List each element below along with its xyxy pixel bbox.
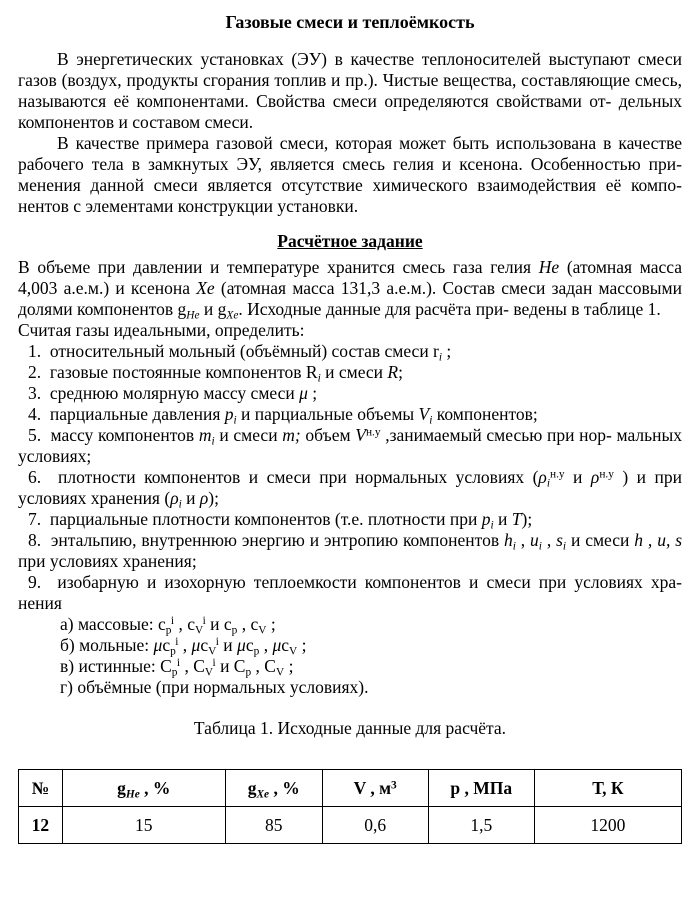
table-caption: Таблица 1. Исходные данные для расчёта. [193, 718, 507, 738]
list-item-9: 9. изобарную и изохорную теплоемкости компонентов и смеси при условиях хра- нения [18, 572, 682, 613]
table-header-temperature: Т, К [534, 770, 681, 807]
cell-volume-value: 0,6 [322, 807, 428, 844]
list-item-1: 1. относительный мольный (объёмный) состав смеси $r_i$ ; [28, 341, 452, 364]
sublist-item-v: в) истинные: $C_p^i$ , $C_V^i$ и $C_p$ , $C_V$ ; [60, 656, 294, 679]
list-item-5: 5. массу компонентов $m_i$ и смеси m; объем $V^{н.у}$ ,занимаемый смесью при нор- мальных условиях; [18, 425, 682, 466]
sublist-item-b: б) мольные: $\mu c_p^i$ , $\mu c_V^i$ и $\mu c_p$ , $\mu c_V$ ; [60, 635, 307, 658]
sublist-item-g: г) объёмные (при нормальных условиях). [60, 677, 369, 697]
sublist-item-a: а) массовые: $c_p^i$ , $c_V^i$ и $c_p$ , $c_V$ ; [60, 614, 276, 637]
table-header-ghe: $g_{He}$ , % [62, 770, 225, 807]
table-header-pressure: p , МПа [428, 770, 534, 807]
list-item-6: 6. плотности компонентов и смеси при нормальных условиях ($\rho_i^{н.у}$ и $\rho^{н.у}$ ) и при условиях хранения ($\rho_i$ и ρ); [18, 467, 682, 511]
list-item-4: 4. парциальные давления $p_i$ и парциальные объемы $V_i$ компонентов; [28, 404, 538, 427]
initial-data-table [18, 769, 682, 844]
task-list [18, 341, 682, 614]
list-item-2: 2. газовые постоянные компонентов $R_i$ и смеси R; [28, 362, 403, 385]
intro-paragraph-1: В энергетических установках (ЭУ) в качестве теплоносителей выступают смеси газов (воздух, продукты сгорания топлив и пр.). Чистые вещества, составляющие смесь, называются её компонентами. Свойства смеси определяются свойствами от- дельных компонентов и составом смеси. [18, 49, 682, 132]
cell-gxe-value: 85 [225, 807, 322, 844]
table-header-row [19, 770, 682, 807]
list-item-3: 3. среднюю молярную массу смеси μ ; [28, 383, 318, 403]
table-header-volume: V , $м^3$ [322, 770, 428, 807]
document-title: Газовые смеси и теплоёмкость [225, 12, 475, 32]
intro-paragraph-2: В качестве примера газовой смеси, которая может быть использована в качестве рабочего тела в замкнутых ЭУ, является смесь гелия и ксенона. Особенностью при- менения данной смеси является отсутствие химического взаимодействия её компо- нентов с элементами конструкции установки. [18, 133, 682, 216]
list-item-7: 7. парциальные плотности компонентов (т.е. плотности при $p_i$ и T); [28, 509, 533, 532]
determine-lead: Считая газы идеальными, определить: [18, 320, 305, 340]
section-heading: Расчётное задание [277, 231, 423, 251]
cell-ghe-value: 15 [62, 807, 225, 844]
table-header-gxe: $g_{Xe}$ , % [225, 770, 322, 807]
table-row [19, 807, 682, 844]
cell-temperature-value: 1200 [534, 807, 681, 844]
task-intro-paragraph: В объеме при давлении и температуре хранится смесь газа гелия He (атомная масса 4,003 а.е.м.) и ксенона Xe (атомная масса 131,3 а.е.м.). Состав смеси задан массовыми долями компонентов $g_{He}$ и $g_{Xe}$. Исходные данные для расчёта при- ведены в таблице 1. [18, 257, 682, 322]
cell-pressure-value: 1,5 [428, 807, 534, 844]
table-header-number: № [19, 770, 63, 807]
cell-variant-number: 12 [19, 807, 63, 844]
heat-capacity-sublist [18, 614, 682, 698]
list-item-8: 8. энтальпию, внутреннюю энергию и энтропию компонентов $h_i$ , $u_i$ , $s_i$ и смеси h , u, s при условиях хранения; [18, 530, 683, 571]
